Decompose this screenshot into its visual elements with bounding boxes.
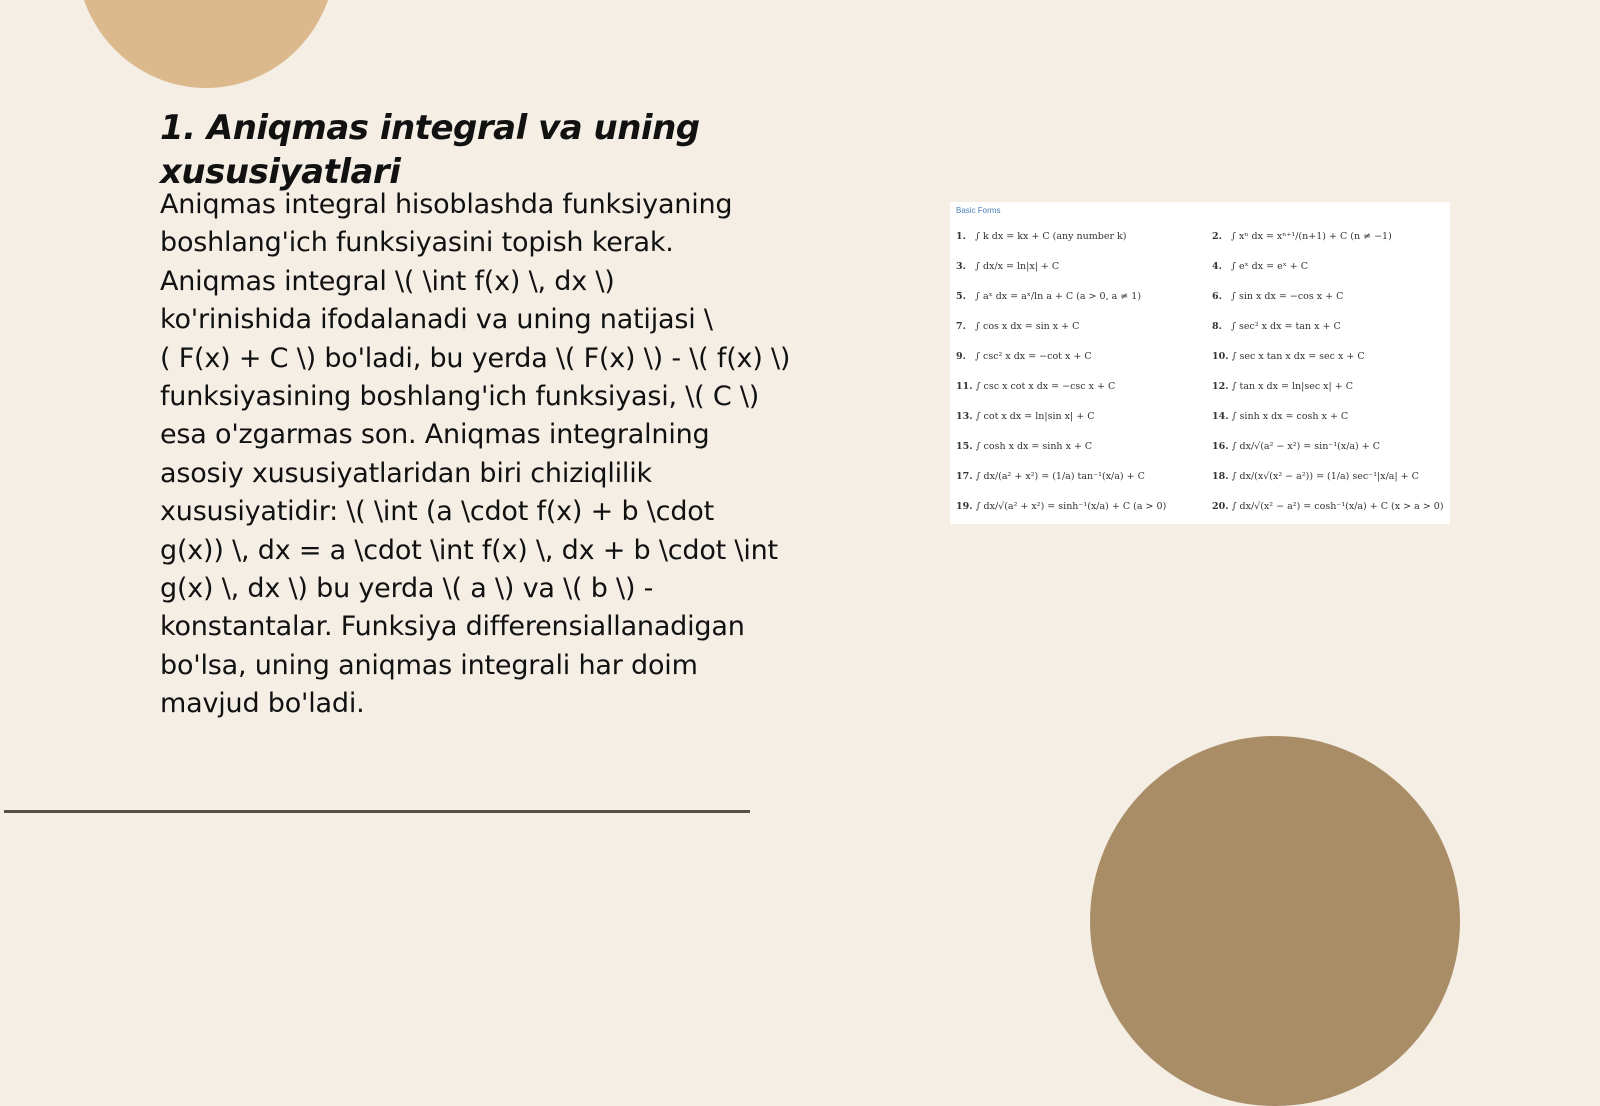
formula-item: 18. ∫ dx/(x√(x² − a²)) = (1/a) sec⁻¹|x/a| + C: [1212, 471, 1419, 482]
formula-item: 14. ∫ sinh x dx = cosh x + C: [1212, 411, 1349, 422]
decorative-circle-bottom: [1090, 736, 1460, 1106]
formula-item: 15. ∫ cosh x dx = sinh x + C: [956, 441, 1093, 452]
formula-image-heading: Basic Forms: [956, 206, 1001, 215]
formula-item: 1. ∫ k dx = kx + C (any number k): [956, 231, 1127, 242]
formula-item: 16. ∫ dx/√(a² − x²) = sin⁻¹(x/a) + C: [1212, 441, 1381, 452]
formula-item: 3. ∫ dx/x = ln|x| + C: [956, 261, 1060, 272]
formula-item: 12. ∫ tan x dx = ln|sec x| + C: [1212, 381, 1353, 392]
slide-body-text: Aniqmas integral hisoblashda funksiyaning boshlang'ich funksiyasini topish kerak. Aniqmas integral \( \int f(x) \, dx \) ko'rinishida ifodalanadi va uning natijasi \ ( F(x) + C \) bo'ladi, bu yerda \( F(x) \) - \( f(x) \) funksiyasining boshlang'ich funksiyasi, \( C \) esa o'zgarmas son. Aniqmas integralning asosiy xususiyatlaridan biri chiziqlilik xususiyatidir: \( \int (a \cdot f(x) + b \cdot g(x)) \, dx = a \cdot \int f(x) \, dx + b \cdot \int g(x) \, dx \) bu yerda \( a \) va \( b \) - konstantalar. Funksiya differensiallanadigan bo'lsa, uning aniqmas integrali har doim mavjud bo'ladi.: [160, 189, 791, 720]
formula-item: 8. ∫ sec² x dx = tan x + C: [1212, 321, 1341, 332]
formula-item: 17. ∫ dx/(a² + x²) = (1/a) tan⁻¹(x/a) + C: [956, 471, 1145, 482]
formula-item: 6. ∫ sin x dx = −cos x + C: [1212, 291, 1344, 302]
formula-item: 9. ∫ csc² x dx = −cot x + C: [956, 351, 1092, 362]
formula-grid: [956, 222, 1444, 522]
formula-item: 10. ∫ sec x tan x dx = sec x + C: [1212, 351, 1365, 362]
formula-item: 4. ∫ eˣ dx = eˣ + C: [1212, 261, 1309, 272]
formula-item: 5. ∫ aˣ dx = aˣ/ln a + C (a > 0, a ≠ 1): [956, 291, 1142, 302]
formula-item: 20. ∫ dx/√(x² − a²) = cosh⁻¹(x/a) + C (x > a > 0): [1212, 501, 1444, 512]
formula-item: 7. ∫ cos x dx = sin x + C: [956, 321, 1080, 332]
formula-item: 13. ∫ cot x dx = ln|sin x| + C: [956, 411, 1095, 422]
slide-title: 1. Aniqmas integral va uning xususiyatlari: [160, 108, 700, 192]
decorative-circle-top: [76, 0, 336, 88]
integral-formulas-image: [950, 202, 1450, 524]
divider-line: [4, 810, 750, 813]
formula-item: 19. ∫ dx/√(a² + x²) = sinh⁻¹(x/a) + C (a > 0): [956, 501, 1167, 512]
formula-item: 11. ∫ csc x cot x dx = −csc x + C: [956, 381, 1116, 392]
formula-item: 2. ∫ xⁿ dx = xⁿ⁺¹/(n+1) + C (n ≠ −1): [1212, 231, 1392, 242]
